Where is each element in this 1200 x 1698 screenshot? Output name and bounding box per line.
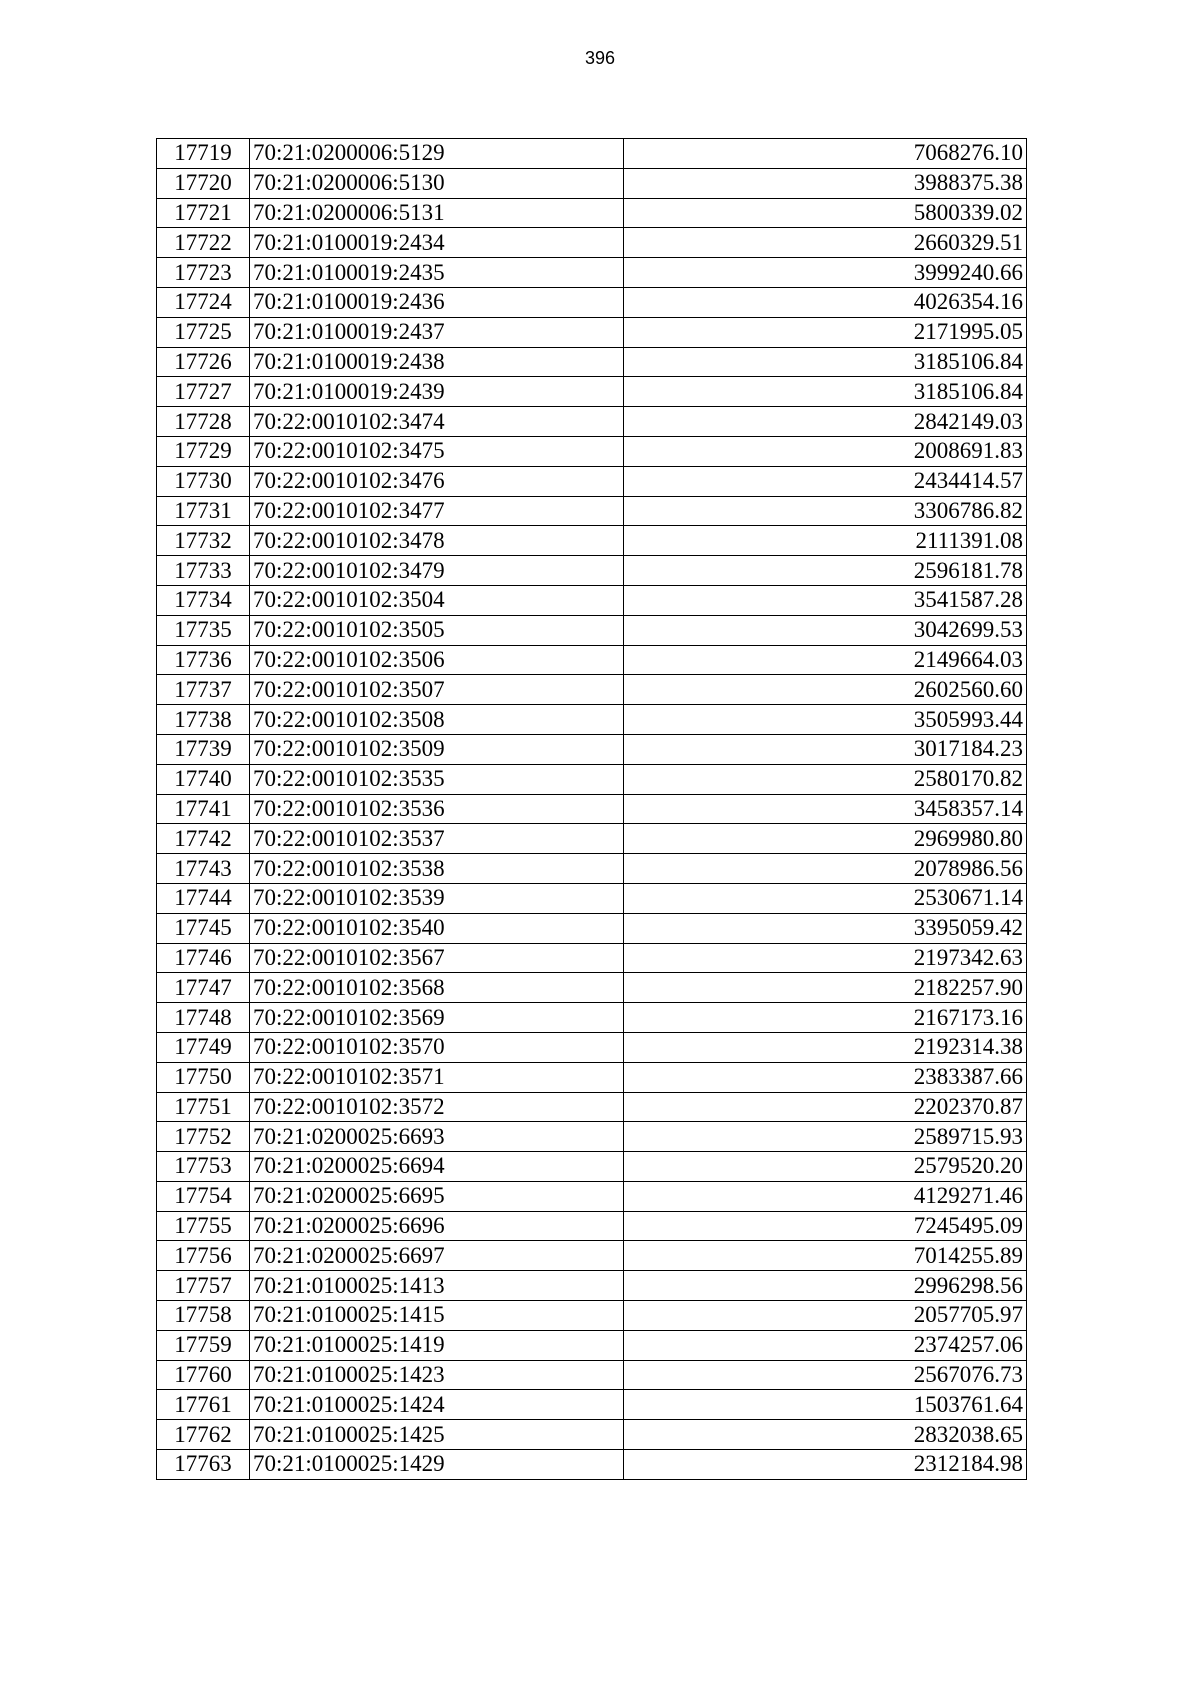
cadastral-number-cell: 70:22:0010102:3540 — [250, 913, 624, 943]
cadastral-value-cell: 3999240.66 — [624, 258, 1027, 288]
cadastral-value-cell: 2149664.03 — [624, 645, 1027, 675]
cadastral-number-cell: 70:22:0010102:3505 — [250, 615, 624, 645]
cadastral-number-cell: 70:22:0010102:3474 — [250, 407, 624, 437]
cadastral-value-cell: 2182257.90 — [624, 973, 1027, 1003]
row-number-cell: 17728 — [157, 407, 250, 437]
row-number-cell: 17742 — [157, 824, 250, 854]
cadastral-number-cell: 70:21:0100025:1419 — [250, 1330, 624, 1360]
cadastral-value-cell: 2374257.06 — [624, 1330, 1027, 1360]
table-row — [157, 973, 1027, 1003]
cadastral-number-cell: 70:22:0010102:3537 — [250, 824, 624, 854]
table-row — [157, 1330, 1027, 1360]
row-number-cell: 17736 — [157, 645, 250, 675]
row-number-cell: 17763 — [157, 1450, 250, 1480]
cadastral-number-cell: 70:22:0010102:3571 — [250, 1062, 624, 1092]
cadastral-value-cell: 2589715.93 — [624, 1122, 1027, 1152]
table-row — [157, 556, 1027, 586]
table-row — [157, 1450, 1027, 1480]
table-row — [157, 168, 1027, 198]
table-row — [157, 139, 1027, 169]
table-row — [157, 436, 1027, 466]
cadastral-value-cell: 2832038.65 — [624, 1420, 1027, 1450]
row-number-cell: 17748 — [157, 1003, 250, 1033]
row-number-cell: 17740 — [157, 764, 250, 794]
cadastral-value-cell: 2192314.38 — [624, 1032, 1027, 1062]
table-row — [157, 705, 1027, 735]
cadastral-value-cell: 2434414.57 — [624, 466, 1027, 496]
row-number-cell: 17759 — [157, 1330, 250, 1360]
row-number-cell: 17733 — [157, 556, 250, 586]
cadastral-number-cell: 70:22:0010102:3535 — [250, 764, 624, 794]
row-number-cell: 17724 — [157, 287, 250, 317]
cadastral-number-cell: 70:22:0010102:3539 — [250, 883, 624, 913]
table-row — [157, 407, 1027, 437]
cadastral-number-cell: 70:21:0200025:6693 — [250, 1122, 624, 1152]
cadastral-value-cell: 3306786.82 — [624, 496, 1027, 526]
cadastral-value-cell: 2008691.83 — [624, 436, 1027, 466]
table-row — [157, 615, 1027, 645]
cadastral-value-cell: 2580170.82 — [624, 764, 1027, 794]
cadastral-number-cell: 70:21:0100019:2439 — [250, 377, 624, 407]
table-row — [157, 943, 1027, 973]
cadastral-number-cell: 70:22:0010102:3538 — [250, 854, 624, 884]
cadastral-value-cell: 2383387.66 — [624, 1062, 1027, 1092]
cadastral-number-cell: 70:21:0200025:6694 — [250, 1152, 624, 1182]
row-number-cell: 17725 — [157, 317, 250, 347]
row-number-cell: 17732 — [157, 526, 250, 556]
cadastral-number-cell: 70:21:0100025:1429 — [250, 1450, 624, 1480]
table-row — [157, 1152, 1027, 1182]
table-row — [157, 1181, 1027, 1211]
row-number-cell: 17719 — [157, 139, 250, 169]
cadastral-value-cell: 2567076.73 — [624, 1360, 1027, 1390]
cadastral-number-cell: 70:22:0010102:3568 — [250, 973, 624, 1003]
table-row — [157, 854, 1027, 884]
cadastral-value-cell: 2202370.87 — [624, 1092, 1027, 1122]
cadastral-number-cell: 70:21:0100019:2438 — [250, 347, 624, 377]
row-number-cell: 17746 — [157, 943, 250, 973]
cadastral-value-cell: 2312184.98 — [624, 1450, 1027, 1480]
table-row — [157, 1420, 1027, 1450]
row-number-cell: 17722 — [157, 228, 250, 258]
cadastral-number-cell: 70:22:0010102:3508 — [250, 705, 624, 735]
cadastral-value-cell: 3185106.84 — [624, 347, 1027, 377]
cadastral-number-cell: 70:21:0100025:1425 — [250, 1420, 624, 1450]
cadastral-value-cell: 2530671.14 — [624, 883, 1027, 913]
cadastral-number-cell: 70:21:0200006:5129 — [250, 139, 624, 169]
cadastral-value-cell: 7245495.09 — [624, 1211, 1027, 1241]
table-row — [157, 466, 1027, 496]
page-number: 396 — [584, 48, 616, 68]
row-number-cell: 17745 — [157, 913, 250, 943]
table-row — [157, 1241, 1027, 1271]
cadastral-value-table — [156, 138, 1027, 1480]
row-number-cell: 17749 — [157, 1032, 250, 1062]
table-row — [157, 287, 1027, 317]
cadastral-number-cell: 70:21:0100019:2435 — [250, 258, 624, 288]
cadastral-number-cell: 70:21:0200025:6695 — [250, 1181, 624, 1211]
row-number-cell: 17741 — [157, 794, 250, 824]
cadastral-number-cell: 70:22:0010102:3567 — [250, 943, 624, 973]
row-number-cell: 17731 — [157, 496, 250, 526]
row-number-cell: 17753 — [157, 1152, 250, 1182]
cadastral-value-cell: 2579520.20 — [624, 1152, 1027, 1182]
cadastral-number-cell: 70:22:0010102:3572 — [250, 1092, 624, 1122]
table-row — [157, 496, 1027, 526]
row-number-cell: 17757 — [157, 1271, 250, 1301]
cadastral-number-cell: 70:21:0100025:1415 — [250, 1301, 624, 1331]
table-row — [157, 258, 1027, 288]
cadastral-value-cell: 7068276.10 — [624, 139, 1027, 169]
row-number-cell: 17760 — [157, 1360, 250, 1390]
cadastral-number-cell: 70:21:0200025:6697 — [250, 1241, 624, 1271]
cadastral-value-cell: 3042699.53 — [624, 615, 1027, 645]
row-number-cell: 17750 — [157, 1062, 250, 1092]
table-body — [157, 139, 1027, 1480]
row-number-cell: 17720 — [157, 168, 250, 198]
cadastral-number-cell: 70:21:0200006:5131 — [250, 198, 624, 228]
row-number-cell: 17734 — [157, 585, 250, 615]
cadastral-number-cell: 70:22:0010102:3506 — [250, 645, 624, 675]
cadastral-value-cell: 2057705.97 — [624, 1301, 1027, 1331]
row-number-cell: 17727 — [157, 377, 250, 407]
row-number-cell: 17752 — [157, 1122, 250, 1152]
cadastral-number-cell: 70:22:0010102:3478 — [250, 526, 624, 556]
table-row — [157, 1003, 1027, 1033]
cadastral-number-cell: 70:21:0100025:1423 — [250, 1360, 624, 1390]
cadastral-number-cell: 70:22:0010102:3509 — [250, 734, 624, 764]
cadastral-number-cell: 70:22:0010102:3477 — [250, 496, 624, 526]
cadastral-number-cell: 70:21:0100019:2436 — [250, 287, 624, 317]
table-row — [157, 645, 1027, 675]
row-number-cell: 17735 — [157, 615, 250, 645]
cadastral-value-cell: 2596181.78 — [624, 556, 1027, 586]
cadastral-value-cell: 2111391.08 — [624, 526, 1027, 556]
cadastral-value-cell: 3541587.28 — [624, 585, 1027, 615]
cadastral-value-cell: 7014255.89 — [624, 1241, 1027, 1271]
row-number-cell: 17739 — [157, 734, 250, 764]
cadastral-number-cell: 70:21:0100025:1413 — [250, 1271, 624, 1301]
cadastral-number-cell: 70:22:0010102:3570 — [250, 1032, 624, 1062]
row-number-cell: 17729 — [157, 436, 250, 466]
table-row — [157, 734, 1027, 764]
table-row — [157, 228, 1027, 258]
row-number-cell: 17762 — [157, 1420, 250, 1450]
cadastral-value-cell: 4026354.16 — [624, 287, 1027, 317]
row-number-cell: 17758 — [157, 1301, 250, 1331]
cadastral-number-cell: 70:22:0010102:3475 — [250, 436, 624, 466]
row-number-cell: 17751 — [157, 1092, 250, 1122]
table-row — [157, 1092, 1027, 1122]
row-number-cell: 17743 — [157, 854, 250, 884]
cadastral-number-cell: 70:22:0010102:3507 — [250, 675, 624, 705]
row-number-cell: 17730 — [157, 466, 250, 496]
cadastral-value-cell: 2996298.56 — [624, 1271, 1027, 1301]
cadastral-number-cell: 70:22:0010102:3476 — [250, 466, 624, 496]
cadastral-value-cell: 3988375.38 — [624, 168, 1027, 198]
table-row — [157, 1032, 1027, 1062]
table-row — [157, 764, 1027, 794]
cadastral-value-cell: 2969980.80 — [624, 824, 1027, 854]
cadastral-value-cell: 4129271.46 — [624, 1181, 1027, 1211]
cadastral-value-cell: 5800339.02 — [624, 198, 1027, 228]
table-row — [157, 824, 1027, 854]
cadastral-number-cell: 70:21:0100019:2437 — [250, 317, 624, 347]
cadastral-value-cell: 2842149.03 — [624, 407, 1027, 437]
cadastral-number-cell: 70:21:0200006:5130 — [250, 168, 624, 198]
table-row — [157, 1062, 1027, 1092]
cadastral-number-cell: 70:21:0100019:2434 — [250, 228, 624, 258]
row-number-cell: 17747 — [157, 973, 250, 1003]
row-number-cell: 17761 — [157, 1390, 250, 1420]
cadastral-value-cell: 2660329.51 — [624, 228, 1027, 258]
cadastral-value-cell: 3017184.23 — [624, 734, 1027, 764]
cadastral-value-cell: 2167173.16 — [624, 1003, 1027, 1033]
cadastral-value-cell: 3185106.84 — [624, 377, 1027, 407]
cadastral-number-cell: 70:21:0100025:1424 — [250, 1390, 624, 1420]
row-number-cell: 17737 — [157, 675, 250, 705]
row-number-cell: 17723 — [157, 258, 250, 288]
cadastral-value-cell: 3458357.14 — [624, 794, 1027, 824]
cadastral-number-cell: 70:21:0200025:6696 — [250, 1211, 624, 1241]
table-row — [157, 1271, 1027, 1301]
row-number-cell: 17726 — [157, 347, 250, 377]
cadastral-number-cell: 70:22:0010102:3536 — [250, 794, 624, 824]
cadastral-value-cell: 3505993.44 — [624, 705, 1027, 735]
cadastral-value-cell: 2197342.63 — [624, 943, 1027, 973]
row-number-cell: 17756 — [157, 1241, 250, 1271]
table-row — [157, 675, 1027, 705]
row-number-cell: 17744 — [157, 883, 250, 913]
table-row — [157, 526, 1027, 556]
cadastral-value-cell: 2171995.05 — [624, 317, 1027, 347]
cadastral-number-cell: 70:22:0010102:3569 — [250, 1003, 624, 1033]
cadastral-number-cell: 70:22:0010102:3479 — [250, 556, 624, 586]
cadastral-value-cell: 1503761.64 — [624, 1390, 1027, 1420]
table-row — [157, 913, 1027, 943]
table-row — [157, 377, 1027, 407]
table-row — [157, 1390, 1027, 1420]
cadastral-value-cell: 2078986.56 — [624, 854, 1027, 884]
cadastral-value-cell: 3395059.42 — [624, 913, 1027, 943]
table-row — [157, 1211, 1027, 1241]
table-row — [157, 1301, 1027, 1331]
table-row — [157, 585, 1027, 615]
row-number-cell: 17754 — [157, 1181, 250, 1211]
table-row — [157, 347, 1027, 377]
row-number-cell: 17738 — [157, 705, 250, 735]
table-row — [157, 794, 1027, 824]
table-row — [157, 1122, 1027, 1152]
row-number-cell: 17721 — [157, 198, 250, 228]
cadastral-value-cell: 2602560.60 — [624, 675, 1027, 705]
cadastral-number-cell: 70:22:0010102:3504 — [250, 585, 624, 615]
table-row — [157, 198, 1027, 228]
table-row — [157, 883, 1027, 913]
table-row — [157, 317, 1027, 347]
row-number-cell: 17755 — [157, 1211, 250, 1241]
table-row — [157, 1360, 1027, 1390]
